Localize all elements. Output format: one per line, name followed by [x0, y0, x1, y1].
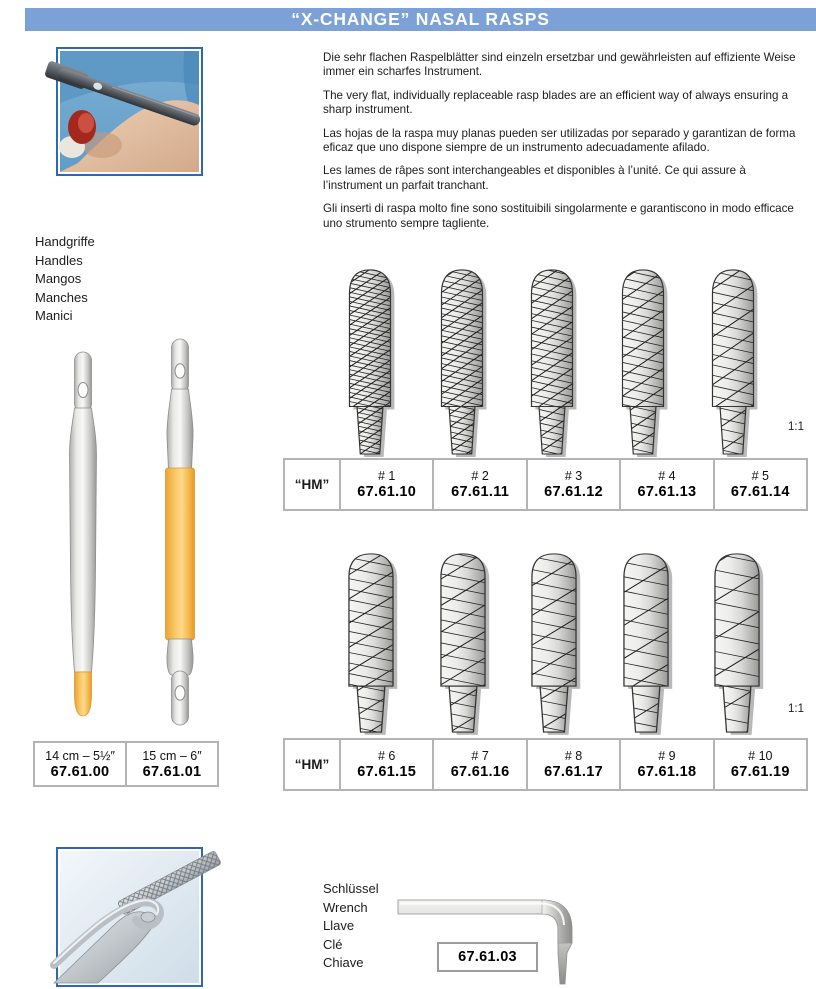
rasp-number: # 5 [751, 469, 770, 483]
rasp-number: # 4 [658, 469, 676, 483]
handle-size: 15 cm – 6″ [142, 748, 202, 763]
rasp-code: 67.61.17 [544, 764, 603, 780]
page-title: “X-CHANGE” NASAL RASPS [25, 8, 816, 31]
rasp-code: 67.61.19 [730, 764, 790, 780]
wrench-label-en: Wrench [323, 899, 368, 915]
rasp-number: # 1 [378, 469, 396, 483]
rasp-blade-8-illustration [525, 551, 583, 733]
wrench-label-fr: Clé [323, 936, 343, 952]
intro-paragraph-en: The very flat, individually replaceable rasp blades are an efficient way of always ensuring a sharp instrument. [323, 88, 789, 117]
rasp-blade-2-illustration [435, 267, 489, 455]
intro-paragraph-es: Las hojas de la raspa muy planas pueden ser utilizadas por separado y garantizan de forma eficaz que uno dispone siempre de un instrumento adecuadamente afilado. [323, 126, 796, 155]
handles-table [33, 741, 219, 787]
rasp-code: 67.61.10 [357, 484, 417, 500]
rasp-cell [619, 460, 712, 509]
handles-label-es: Mangos [35, 271, 82, 287]
handles-label-it: Manici [35, 308, 73, 324]
rasp-blade-1-illustration [343, 267, 397, 455]
handles-label-en: Handles [35, 252, 83, 268]
rasp-cell [713, 460, 806, 509]
rasp-cell [526, 460, 619, 509]
rasp-blade-9-illustration [617, 551, 675, 733]
double-handle-illustration [160, 337, 200, 727]
rasp-code: 67.61.13 [637, 484, 697, 500]
handle-code: 67.61.01 [142, 763, 202, 780]
rasp-number: # 9 [658, 749, 676, 763]
handle-cell-15cm [125, 743, 217, 785]
hm-label: “HM” [294, 757, 330, 772]
rasp-code: 67.61.14 [730, 484, 790, 500]
rasp-table-2 [283, 738, 808, 791]
handles-label-de: Handgriffe [35, 234, 95, 249]
handle-size: 14 cm – 5½″ [45, 748, 115, 763]
wrench-labels [323, 880, 379, 973]
rasp-cell [526, 740, 619, 789]
rasp-cell [339, 740, 432, 789]
rasp-number: # 2 [471, 469, 489, 483]
surgery-photo [56, 47, 203, 176]
wrench-code: 67.61.03 [458, 949, 517, 965]
rasp-cell [713, 740, 806, 789]
rasp-blade-7-illustration [434, 551, 492, 733]
surgery-photo-illustration [60, 51, 199, 172]
wrench-label-it: Chiave [323, 955, 364, 971]
rasp-blade-6-illustration [342, 551, 400, 733]
intro-paragraph-de: Die sehr flachen Raspelblätter sind einzeln ersetzbar und gewährleisten auf effiziente Weise immer ein scharfes Instrument. [323, 51, 796, 79]
wrench-detail-illustration [60, 851, 199, 983]
handle-cell-14cm [35, 743, 125, 785]
hm-label: “HM” [294, 477, 330, 492]
handle-code: 67.61.00 [50, 763, 110, 780]
rasp-number: # 3 [564, 469, 583, 483]
rasp-cell [432, 740, 525, 789]
intro-text [323, 51, 805, 240]
rasp-number: # 8 [564, 749, 583, 763]
rasp-code: 67.61.18 [637, 764, 697, 780]
rasp-blade-3-illustration [525, 267, 579, 455]
rasp-code: 67.61.16 [450, 764, 510, 780]
rasp-blade-5-illustration [706, 267, 760, 455]
wrench-label-de: Schlüssel [323, 881, 379, 896]
rasp-cell [619, 740, 712, 789]
handles-label-fr: Manches [35, 289, 88, 305]
wrench-illustration [395, 893, 595, 988]
rasp-number: # 7 [471, 749, 489, 763]
rasp-number: # 10 [748, 749, 773, 763]
rasp-cell [432, 460, 525, 509]
wrench-code-box [437, 942, 538, 972]
wrench-detail-photo [56, 847, 203, 987]
wrench-label-es: Llave [323, 918, 355, 934]
rasp-cell [339, 460, 432, 509]
intro-paragraph-it: Gli inserti di raspa molto fine sono sostituibili singolarmente e garantiscono in modo efficace uno strumento sempre tagliente. [323, 202, 794, 230]
rasp-blade-4-illustration [616, 267, 670, 455]
scale-label-1: 1:1 [788, 421, 804, 433]
rasp-blade-10-illustration [708, 551, 766, 733]
rasp-code: 67.61.12 [544, 484, 603, 500]
intro-paragraph-fr: Les lames de râpes sont interchangeables et disponibles à l’unité. Ce qui assure à l’instrument un parfait tranchant. [323, 164, 746, 192]
rasp-code: 67.61.15 [357, 764, 417, 780]
scale-label-2: 1:1 [788, 703, 804, 715]
rasp-code: 67.61.11 [451, 484, 510, 500]
rasp-number: # 6 [378, 749, 396, 763]
single-handle-illustration [60, 350, 106, 718]
rasp-table-1 [283, 458, 808, 511]
handles-labels [35, 233, 95, 326]
